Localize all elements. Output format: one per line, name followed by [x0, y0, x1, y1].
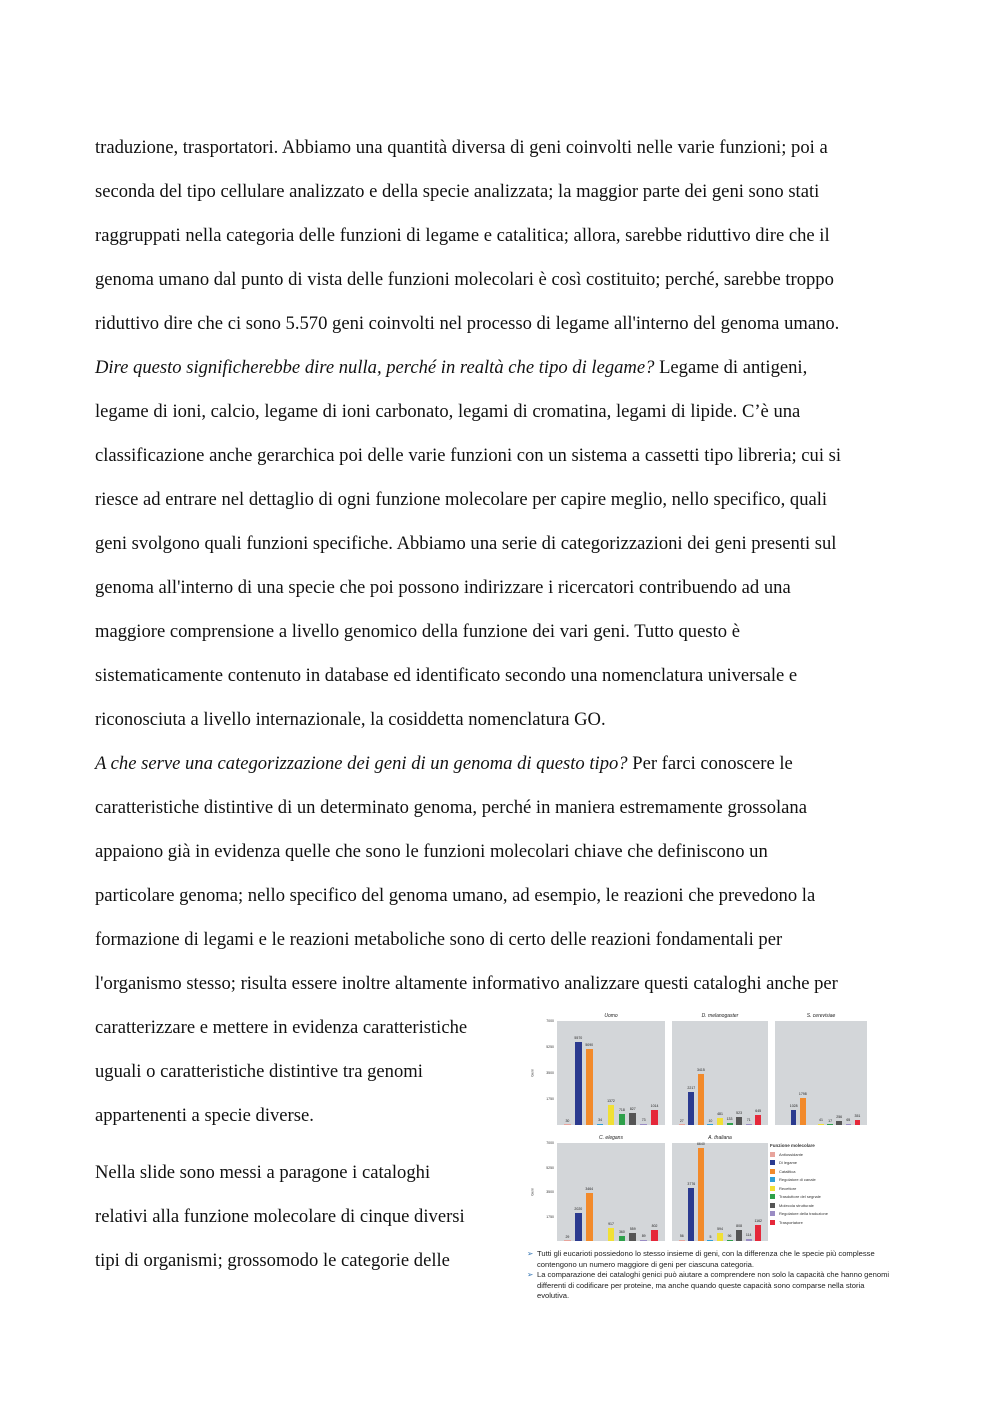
legend-swatch: [770, 1194, 775, 1199]
y-tick-label: 7000: [546, 1141, 554, 1145]
legend-label: Regolatore di canale: [779, 1177, 816, 1183]
chart-bar: [586, 1193, 593, 1241]
panel-title: A. thaliana: [708, 1135, 732, 1141]
caption-bullet: [527, 1249, 897, 1270]
bar-value-label: 56: [679, 1234, 684, 1239]
caption-text: Tutti gli eucarioti possiedono lo stesso insieme di geni, con la differenza che le specie più complesse contengono un numero maggiore di geni per ciascuna categoria.: [537, 1249, 875, 1269]
bar-value-label: 1162: [754, 1218, 762, 1223]
text-line: raggruppati nella categoria delle funzioni di legame e catalitica; allora, sarebbe riduttivo dire che il: [95, 225, 830, 246]
legend-item: [770, 1218, 895, 1227]
bar-value-label: 30: [565, 1118, 570, 1123]
bar-value-label: 65: [846, 1118, 851, 1123]
legend-swatch: [770, 1186, 775, 1191]
legend-item: [770, 1210, 895, 1219]
text-line: classificazione anche gerarchica poi delle varie funzioni con un sistema a cassetti tipo libreria; cui si: [95, 445, 842, 466]
legend-item: [770, 1167, 895, 1176]
bar-value-label: 114: [745, 1233, 752, 1238]
chart-bar: [698, 1148, 704, 1241]
text-line: tipi di organismi; grossomodo le categorie delle: [95, 1250, 450, 1271]
caption-bullet: [527, 1270, 897, 1302]
bar-value-label: 645: [755, 1109, 762, 1114]
bar-value-label: 27: [679, 1118, 684, 1123]
bar-value-label: 827: [629, 1106, 636, 1111]
bar-value-label: 917: [608, 1222, 614, 1227]
text-line: riduttivo dire che ci sono 5.570 geni coinvolti nel processo di legame all'interno del genoma umano.: [95, 313, 840, 334]
bar-value-label: 360: [618, 1229, 625, 1234]
caption-text: La comparazione dei cataloghi genici può aiutare a comprendere non solo la capacità che hanno genomi differenti di codificare per proteine, ma anche quando queste capacità sono comparse nella storia evolutiva.: [537, 1270, 890, 1300]
legend-item: [770, 1150, 895, 1159]
bar-value-label: 5090: [585, 1043, 594, 1048]
chart-bar: [629, 1233, 636, 1241]
legend-title: Funzione molecolare: [770, 1143, 815, 1148]
text-line: maggiore comprensione a livello genomico della funzione dei vari geni. Tutto questo è: [95, 621, 740, 642]
y-tick-label: 1750: [546, 1097, 554, 1101]
legend-item: [770, 1159, 895, 1168]
bar-value-label: 34: [598, 1118, 603, 1123]
chart-bar: [679, 1124, 685, 1125]
text-line: sistematicamente contenuto in database ed identificato secondo una nomenclatura universale e: [95, 665, 798, 686]
bar-value-label: 5: [709, 1234, 712, 1239]
bar-value-label: 96: [727, 1233, 732, 1238]
chart-bar: [707, 1124, 713, 1125]
y-axis-label: Geni: [530, 1069, 535, 1077]
text-line: legame di ioni, calcio, legame di ioni carbonato, legami di cromatina, legami di lipide. C’è una: [95, 401, 801, 422]
chart-bar: [640, 1124, 647, 1125]
bar-value-label: 3415: [696, 1068, 705, 1073]
y-tick-label: 5250: [546, 1045, 554, 1049]
legend-label: Molecola strutturale: [779, 1202, 814, 1208]
text-line: uguali o caratteristiche distintive tra genomi: [95, 1061, 423, 1082]
text-line: [95, 346, 905, 390]
italic-question: Dire questo significherebbe dire nulla, perché in realtà che tipo di legame?: [95, 357, 655, 378]
chart-bar: [727, 1240, 733, 1241]
legend-swatch: [770, 1203, 775, 1208]
text-span: Legame di antigeni,: [654, 357, 808, 378]
text-line: caratteristiche distintive di un determinato genoma, perché in maniera estremamente grossolana: [95, 797, 807, 818]
panel-title: S. cerevisiae: [806, 1013, 836, 1019]
y-tick-label: 5250: [546, 1165, 554, 1170]
chart-bar: [727, 1123, 733, 1125]
legend-label: Antiossidante: [779, 1151, 804, 1157]
chart-bar: [818, 1124, 824, 1125]
bar-value-label: 256: [836, 1115, 843, 1120]
legend-swatch: [770, 1160, 775, 1165]
legend-swatch: [770, 1220, 775, 1225]
chart-bar: [575, 1213, 582, 1241]
chart-bar: [688, 1188, 694, 1241]
chart-bar: [791, 1110, 797, 1125]
text-line: riesce ad entrare nel dettaglio di ogni funzione molecolare per capire meglio, nello specifico, quali: [95, 489, 828, 510]
bar-value-label: 5570: [574, 1036, 583, 1041]
legend-label: Recettore: [779, 1185, 797, 1191]
chart-bar: [679, 1240, 685, 1241]
legend-swatch: [770, 1152, 775, 1157]
legend-label: Catalitica: [779, 1168, 796, 1174]
chart-bar: [586, 1049, 593, 1125]
chart-panel: [672, 1143, 768, 1241]
chart-bar: [707, 1240, 713, 1241]
bar-value-label: 523: [736, 1111, 743, 1116]
chart-bar: [688, 1092, 694, 1125]
panel-title: Uomo: [604, 1013, 618, 1019]
chart-bar: [800, 1098, 806, 1125]
chart-bar: [597, 1124, 604, 1125]
panel-title: C. elegans: [599, 1135, 623, 1141]
legend-label: Trasduttore del segnale: [779, 1194, 821, 1200]
text-line: caratterizzare e mettere in evidenza caratteristiche: [95, 1017, 468, 1038]
chart-bar: [564, 1124, 571, 1125]
chart-bar: [564, 1240, 571, 1241]
chart-bar: [651, 1110, 658, 1125]
chart-bar: [640, 1240, 647, 1241]
chart-bar: [755, 1115, 761, 1125]
panel-title: D. melanogaster: [701, 1013, 739, 1019]
bar-value-label: 71: [746, 1117, 751, 1122]
bar-value-label: 29: [565, 1234, 570, 1239]
y-tick-label: 3500: [546, 1190, 554, 1194]
bar-value-label: 594: [717, 1226, 723, 1231]
text-line: Nella slide sono messi a paragone i cataloghi: [95, 1162, 431, 1183]
text-line: appartenenti a specie diverse.: [95, 1105, 314, 1126]
chart-bar: [608, 1228, 615, 1241]
bar-value-label: 89: [641, 1233, 646, 1238]
text-line: formazione di legami e le reazioni metaboliche sono di certo delle reazioni fondamentali per: [95, 929, 783, 950]
bar-value-label: 3464: [585, 1186, 594, 1191]
bar-value-label: 17: [828, 1118, 833, 1123]
legend-item: [770, 1176, 895, 1185]
chart-bar: [608, 1105, 615, 1125]
text-line: traduzione, trasportatori. Abbiamo una quantità diversa di geni coinvolti nelle varie funzioni; poi a: [95, 137, 828, 158]
bar-value-label: 133: [726, 1117, 733, 1122]
bar-value-label: 2020: [574, 1206, 583, 1211]
text-line: [95, 742, 905, 786]
text-line: geni svolgono quali funzioni specifiche. Abbiamo una serie di categorizzazioni dei geni presenti sul: [95, 533, 837, 554]
chart-bar: [855, 1120, 861, 1125]
chart-panel: [557, 1143, 665, 1241]
text-line: seconda del tipo cellulare analizzato e della specie analizzata; la maggior parte dei geni sono stati: [95, 181, 820, 202]
legend-item: [770, 1184, 895, 1193]
chart-bar: [619, 1114, 626, 1125]
legend-label: Trasportatore: [779, 1219, 803, 1225]
legend-label: Di legame: [779, 1160, 798, 1166]
chart-panel: [557, 1021, 665, 1125]
chart-bar: [746, 1124, 752, 1125]
gene-catalog-figure: [527, 1007, 897, 1317]
bar-value-label: 6640: [696, 1142, 705, 1147]
chart-bar: [651, 1230, 658, 1241]
text-line: relativi alla funzione molecolare di cinque diversi: [95, 1206, 465, 1227]
chart-bar: [698, 1074, 704, 1125]
y-axis-label: Geni: [530, 1188, 535, 1196]
bar-value-label: 73: [641, 1117, 646, 1122]
bar-value-label: 1014: [650, 1103, 659, 1108]
arrow-bullet-icon: ➢: [527, 1249, 534, 1258]
arrow-bullet-icon: ➢: [527, 1270, 534, 1279]
legend-swatch: [770, 1177, 775, 1182]
chart-bar: [827, 1124, 833, 1125]
bar-value-label: 2217: [687, 1086, 696, 1091]
figure-caption: [527, 1249, 897, 1302]
bar-value-label: 802: [651, 1223, 658, 1228]
bar-value-label: 41: [819, 1118, 823, 1123]
text-span: Per farci conoscere le: [627, 753, 793, 774]
chart-bar: [629, 1113, 636, 1125]
chart-legend: [770, 1143, 895, 1227]
bar-value-label: 1798: [798, 1092, 807, 1097]
text-line: riconosciuta a livello internazionale, la cosiddetta nomenclatura GO.: [95, 709, 606, 730]
chart-bar: [846, 1124, 852, 1125]
text-line: genoma umano dal punto di vista delle funzioni molecolari è così costituito; perché, sarebbe troppo: [95, 269, 834, 290]
bar-value-label: 3776: [687, 1182, 696, 1187]
bar-value-label: 808: [736, 1223, 743, 1228]
y-tick-label: 3500: [546, 1071, 554, 1075]
bar-value-label: 10: [708, 1118, 713, 1123]
y-tick-label: 1750: [546, 1214, 554, 1219]
chart-panel: [672, 1021, 768, 1125]
text-line: particolare genoma; nello specifico del genoma umano, ad esempio, le reazioni che prevedono la: [95, 885, 816, 906]
legend-item: [770, 1201, 895, 1210]
legend-label: Regolatore della traduzione: [779, 1211, 828, 1217]
text-line: l'organismo stesso; risulta essere inoltre altamente informativo analizzare questi cataloghi anche per: [95, 973, 838, 994]
bar-value-label: 559: [629, 1227, 636, 1232]
chart-bar: [575, 1042, 582, 1125]
bar-value-label: 718: [618, 1108, 625, 1113]
legend-swatch: [770, 1169, 775, 1174]
bar-value-label: 351: [854, 1113, 861, 1118]
chart-bar: [755, 1225, 761, 1241]
legend-item: [770, 1193, 895, 1202]
chart-panel: [775, 1021, 867, 1125]
bar-value-label: 1028: [789, 1103, 798, 1108]
chart-bar: [746, 1239, 752, 1241]
legend-swatch: [770, 1211, 775, 1216]
italic-question: A che serve una categorizzazione dei geni di un genoma di questo tipo?: [95, 753, 628, 774]
bar-value-label: 1372: [607, 1098, 615, 1103]
y-tick-label: 7000: [546, 1019, 554, 1023]
text-line: appaiono già in evidenza quelle che sono le funzioni molecolari chiave che definiscono un: [95, 841, 768, 862]
bar-value-label: 481: [717, 1111, 723, 1116]
text-line: genoma all'interno di una specie che poi possono indirizzare i ricercatori contribuendo ad una: [95, 577, 791, 598]
chart-bar: [619, 1236, 626, 1241]
